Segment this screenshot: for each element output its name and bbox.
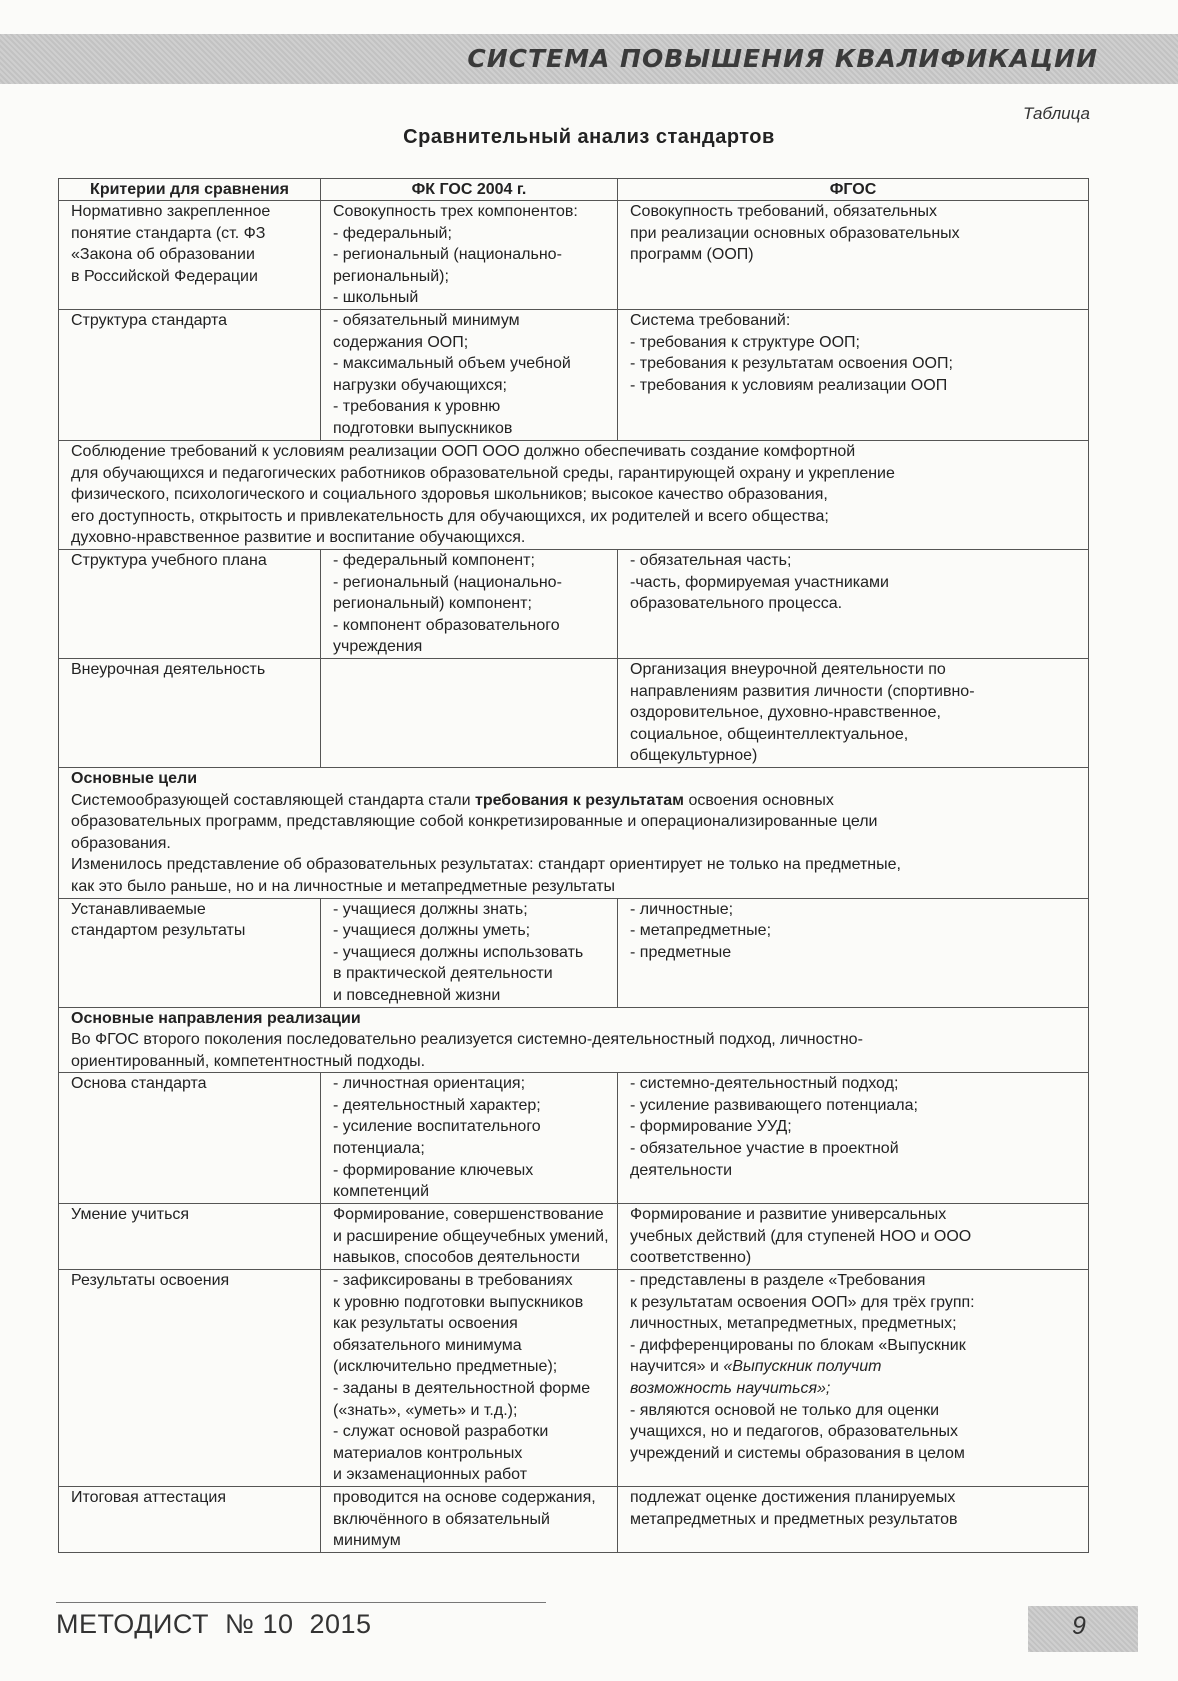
cell-line: Совокупность требований, обязательных [630, 203, 937, 220]
fkgos-cell [321, 898, 618, 1007]
cell-line: - формирование ключевых [333, 1161, 534, 1179]
cell-line: минимум [333, 1532, 401, 1550]
cell-line: - усиление воспитательного [333, 1118, 541, 1136]
fgos-cell [618, 1270, 1089, 1487]
cell-line: Изменилось представление об образовательных результатах: стандарт ориентирует не только на предметные, [71, 856, 901, 874]
cell-line: - обязательный минимум [333, 311, 520, 329]
text-fragment: научится» и [630, 1358, 724, 1376]
cell-line: общекультурное) [630, 747, 758, 765]
cell-line: учреждений и системы образования в целом [630, 1444, 965, 1462]
directions-cell [59, 1007, 1089, 1073]
fgos-cell [618, 1487, 1089, 1553]
fkgos-cell [321, 1270, 618, 1487]
cell-line: - требования к структуре ООП; [630, 333, 860, 351]
comparison-table [58, 178, 1089, 1553]
cell-line: к результатам освоения ООП» для трёх групп: [630, 1293, 975, 1311]
cell-line: для обучающихся и педагогических работников образовательной среды, гарантирующей охрану и укрепление [71, 464, 895, 482]
cell-line: - требования к результатам освоения ООП; [630, 355, 953, 373]
table-row [59, 1270, 1089, 1487]
cell-line: образовательных программ, представляющие собой конкретизированные и операционализированные цели [71, 813, 878, 831]
cell-line: «Закона об образовании [71, 246, 255, 264]
cell-line: - региональный (национально- [333, 246, 562, 264]
cell-line: Формирование и развитие универсальных [630, 1206, 947, 1224]
cell-line: -часть, формируемая участниками [630, 573, 889, 591]
cell-line: - являются основой не только для оценки [630, 1401, 940, 1419]
table-row [59, 1487, 1089, 1553]
table-row [59, 549, 1089, 658]
fkgos-cell [321, 201, 618, 310]
cell-line: включённого в обязательный [333, 1510, 550, 1528]
page-number: 9 [1072, 1612, 1086, 1640]
cell-line: - требования к уровню [333, 398, 501, 416]
cell-line: Во ФГОС второго поколения последовательно реализуется системно-деятельностный подход, личностно- [71, 1031, 863, 1049]
cell-line: - компонент образовательного [333, 616, 560, 634]
section-title: СИСТЕМА ПОВЫШЕНИЯ КВАЛИФИКАЦИИ [467, 44, 1098, 73]
cell-line: нагрузки обучающихся; [333, 376, 507, 394]
cell-line: - учащиеся должны уметь; [333, 922, 531, 940]
fgos-cell [618, 1204, 1089, 1270]
cell-line: - учащиеся должны использовать [333, 943, 584, 961]
cell-line: - личностная ориентация; [333, 1075, 526, 1093]
cell-line: Итоговая аттестация [71, 1489, 226, 1506]
cell-line: духовно-нравственное развитие и воспитание обучающихся. [71, 529, 526, 547]
cell-line: подготовки выпускников [333, 419, 513, 437]
fkgos-cell [321, 658, 618, 767]
cell-line: - системно-деятельностный подход; [630, 1075, 899, 1093]
fkgos-cell [321, 1487, 618, 1553]
cell-line: личностных, метапредметных, предметных; [630, 1315, 957, 1333]
cell-line: в практической деятельности [333, 965, 553, 983]
cell-line: региональный); [333, 267, 449, 285]
cell-line: Внеурочная деятельность [71, 660, 266, 678]
cell-line: материалов контрольных [333, 1444, 523, 1462]
cell-line: - метапредметные; [630, 922, 772, 940]
cell-line: - представлены в разделе «Требования [630, 1272, 926, 1290]
cell-line: ориентированный, компетентностный подходы. [71, 1052, 426, 1070]
journal-title: МЕТОДИСТ № 10 2015 [56, 1609, 372, 1639]
table-title: Сравнительный анализ стандартов [403, 126, 775, 148]
cell-line: потенциала; [333, 1140, 425, 1158]
fkgos-cell [321, 1073, 618, 1204]
cell-line: понятие стандарта (ст. ФЗ [71, 224, 266, 242]
cell-line [71, 790, 1084, 812]
table-label: Таблица [1022, 104, 1090, 123]
text-fragment: освоения основных [684, 791, 834, 809]
fgos-cell [618, 549, 1089, 658]
fgos-cell [618, 658, 1089, 767]
cell-line: и экзаменационных работ [333, 1466, 528, 1484]
cell-line: Нормативно закрепленное [71, 203, 271, 220]
cell-line: метапредметных и предметных результатов [630, 1510, 958, 1528]
cell-line: социальное, общеинтеллектуальное, [630, 725, 909, 743]
cell-line: как это было раньше, но и на личностные и метапредметные результаты [71, 877, 616, 895]
cell-line: учреждения [333, 638, 423, 656]
table-row [59, 1204, 1089, 1270]
cell-line: Соблюдение требований к условиям реализации ООП ООО должно обеспечивать создание комфортной [71, 442, 856, 460]
cell-line: при реализации основных образовательных [630, 224, 960, 242]
cell-line: - формирование УУД; [630, 1118, 792, 1136]
table-row [59, 767, 1089, 898]
cell-line: - максимальный объем учебной [333, 355, 571, 373]
cell-line: - региональный (национально- [333, 573, 562, 591]
cell-line: - зафиксированы в требованиях [333, 1272, 573, 1290]
cell-line: (исключительно предметные); [333, 1358, 558, 1376]
goals-heading: Основные цели [71, 769, 198, 787]
cell-line: его доступность, открытость и привлекательность для обучающихся, их родителей и всего общества; [71, 507, 829, 525]
cell-line: - деятельностный характер; [333, 1096, 541, 1114]
criterion-cell [59, 1487, 321, 1553]
footer-divider [56, 1602, 546, 1603]
cell-line: возможность научиться»; [630, 1380, 831, 1398]
cell-line: - усиление развивающего потенциала; [630, 1096, 918, 1114]
cell-line: подлежат оценке достижения планируемых [630, 1489, 956, 1506]
cell-line: физического, психологического и социального здоровья школьников; высокое качество образования, [71, 486, 828, 504]
fkgos-cell [321, 1204, 618, 1270]
criterion-cell [59, 658, 321, 767]
cell-line: соответственно) [630, 1249, 752, 1267]
criterion-cell [59, 309, 321, 440]
cell-line: - служат основой разработки [333, 1423, 549, 1441]
cell-line [630, 1356, 1084, 1378]
cell-line: («знать», «уметь» и т.д.); [333, 1401, 518, 1419]
cell-line: проводится на основе содержания, [333, 1489, 596, 1506]
cell-line: - федеральный компонент; [333, 551, 535, 569]
column-header-fkgos: ФК ГОС 2004 г. [321, 179, 618, 201]
criterion-cell [59, 201, 321, 310]
cell-line: содержания ООП; [333, 333, 469, 351]
cell-line: образования. [71, 834, 171, 852]
text-fragment: Системообразующей составляющей стандарта стали [71, 791, 475, 809]
cell-line: Умение учиться [71, 1206, 190, 1224]
cell-line: - обязательная часть; [630, 551, 792, 569]
fgos-cell [618, 309, 1089, 440]
cell-line: Организация внеурочной деятельности по [630, 660, 946, 678]
fgos-cell [618, 898, 1089, 1007]
cell-line: навыков, способов деятельности [333, 1249, 580, 1267]
bold-fragment: требования к результатам [474, 791, 685, 809]
cell-line: в Российской Федерации [71, 267, 258, 285]
table-row [59, 309, 1089, 440]
cell-line: Основа стандарта [71, 1075, 207, 1093]
cell-line: стандартом результаты [71, 922, 246, 940]
cell-line: Формирование, совершенствование [333, 1206, 604, 1224]
table-row [59, 201, 1089, 310]
cell-line: образовательного процесса. [630, 595, 843, 613]
goals-cell [59, 767, 1089, 898]
cell-line: - дифференцированы по блокам «Выпускник [630, 1336, 966, 1354]
cell-line: учебных действий (для ступеней НОО и ООО [630, 1227, 972, 1245]
cell-line: - предметные [630, 943, 732, 961]
criterion-cell [59, 898, 321, 1007]
cell-line: региональный) компонент; [333, 595, 532, 613]
fgos-cell [618, 1073, 1089, 1204]
criterion-cell [59, 549, 321, 658]
criterion-cell [59, 1073, 321, 1204]
table-header-row [59, 179, 1089, 201]
cell-line: Устанавливаемые [71, 900, 206, 918]
italic-fragment: «Выпускник получит [723, 1358, 882, 1376]
criterion-cell [59, 1270, 321, 1487]
criterion-cell [59, 1204, 321, 1270]
cell-line: обязательного минимума [333, 1336, 522, 1354]
cell-line: - требования к условиям реализации ООП [630, 376, 948, 394]
fgos-cell [618, 201, 1089, 310]
cell-line: направлениям развития личности (спортивно- [630, 682, 975, 700]
table-row [59, 1073, 1089, 1204]
cell-line: программ (ООП) [630, 246, 754, 264]
column-header-criteria: Критерии для сравнения [59, 179, 321, 201]
cell-line: Совокупность трех компонентов: [333, 203, 578, 220]
conditions-cell [59, 440, 1089, 549]
cell-line: - школьный [333, 289, 419, 307]
cell-line: - обязательное участие в проектной [630, 1140, 899, 1158]
cell-line: - личностные; [630, 900, 734, 918]
cell-line: Результаты освоения [71, 1272, 230, 1290]
table-row [59, 658, 1089, 767]
cell-line: - федеральный; [333, 224, 452, 242]
cell-line: - учащиеся должны знать; [333, 900, 528, 918]
cell-line: оздоровительное, духовно-нравственное, [630, 704, 941, 722]
table-row [59, 898, 1089, 1007]
cell-line: и расширение общеучебных умений, [333, 1227, 609, 1245]
cell-line: к уровню подготовки выпускников [333, 1293, 584, 1311]
cell-line: Структура учебного плана [71, 551, 267, 569]
cell-line: Система требований: [630, 311, 791, 329]
cell-line: учащихся, но и педагогов, образовательных [630, 1423, 958, 1441]
cell-line: компетенций [333, 1183, 430, 1201]
table-row [59, 1007, 1089, 1073]
directions-heading: Основные направления реализации [71, 1009, 361, 1027]
cell-line: как результаты освоения [333, 1315, 518, 1333]
cell-line: деятельности [630, 1161, 733, 1179]
cell-line: Структура стандарта [71, 311, 228, 329]
fkgos-cell [321, 549, 618, 658]
fkgos-cell [321, 309, 618, 440]
table-row [59, 440, 1089, 549]
cell-line: - заданы в деятельностной форме [333, 1380, 591, 1398]
column-header-fgos: ФГОС [618, 179, 1089, 201]
cell-line: и повседневной жизни [333, 986, 501, 1004]
